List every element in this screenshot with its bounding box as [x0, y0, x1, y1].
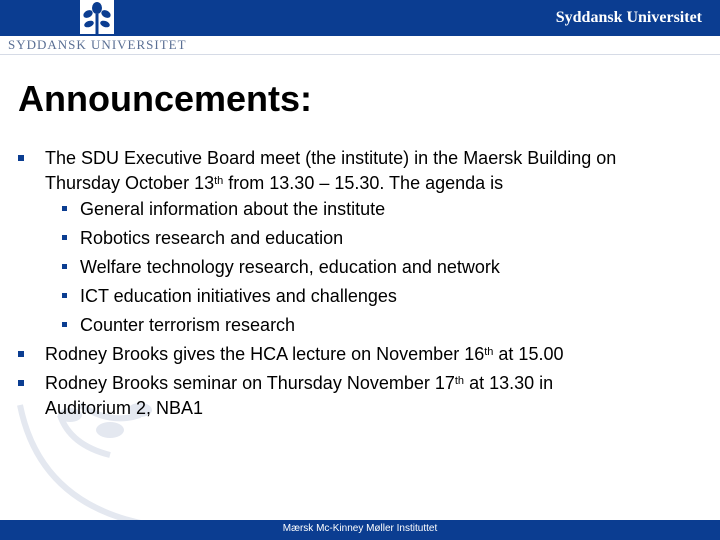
bullet-board-meeting-cont — [45, 169, 503, 198]
subitem — [80, 282, 397, 311]
footer-text: Mærsk Mc-Kinney Møller Instituttet — [282, 523, 438, 534]
square-bullet-icon — [18, 380, 24, 386]
ordinal-suffix: th — [484, 346, 494, 358]
bullet-text: The SDU Executive Board meet (the institute) in the Maersk Building on — [45, 148, 617, 168]
brand-name-left: SYDDANSK UNIVERSITET — [8, 37, 187, 52]
header-rule — [0, 54, 720, 55]
university-tree-icon — [80, 0, 114, 34]
bullet-text: Rodney Brooks seminar on Thursday November 17 — [45, 373, 455, 393]
subitem-text: Robotics research and education — [80, 228, 344, 248]
square-bullet-icon — [62, 264, 67, 269]
bullet-text: at 15.00 — [493, 344, 564, 364]
square-bullet-icon — [18, 155, 24, 161]
bullet-text: from 13.30 – 15.30. The agenda is — [223, 173, 504, 193]
bullet-seminar-cont — [45, 394, 203, 423]
subitem-text: Welfare technology research, education and network — [80, 257, 500, 277]
slide-title: Announcements: — [18, 78, 313, 119]
subitem-text: ICT education initiatives and challenges — [80, 286, 397, 306]
bullet-text: Rodney Brooks gives the HCA lecture on November 16 — [45, 344, 485, 364]
bullet-text: at 13.30 in — [464, 373, 554, 393]
subitem — [80, 253, 500, 282]
subitem-text: Counter terrorism research — [80, 315, 296, 335]
brand-name-right: Syddansk Universitet — [555, 9, 702, 26]
subitem — [80, 195, 385, 224]
square-bullet-icon — [62, 322, 67, 327]
square-bullet-icon — [18, 351, 24, 357]
bullet-text: Auditorium 2, NBA1 — [45, 398, 204, 418]
square-bullet-icon — [62, 293, 67, 298]
square-bullet-icon — [62, 206, 67, 211]
subitem — [80, 224, 343, 253]
bullet-text: Thursday October 13 — [45, 173, 215, 193]
subitem — [80, 311, 295, 340]
subitem-text: General information about the institute — [80, 199, 386, 219]
square-bullet-icon — [62, 235, 67, 240]
ordinal-suffix: th — [214, 175, 224, 187]
ordinal-suffix: th — [454, 375, 465, 387]
bullet-hca-lecture — [45, 340, 563, 369]
